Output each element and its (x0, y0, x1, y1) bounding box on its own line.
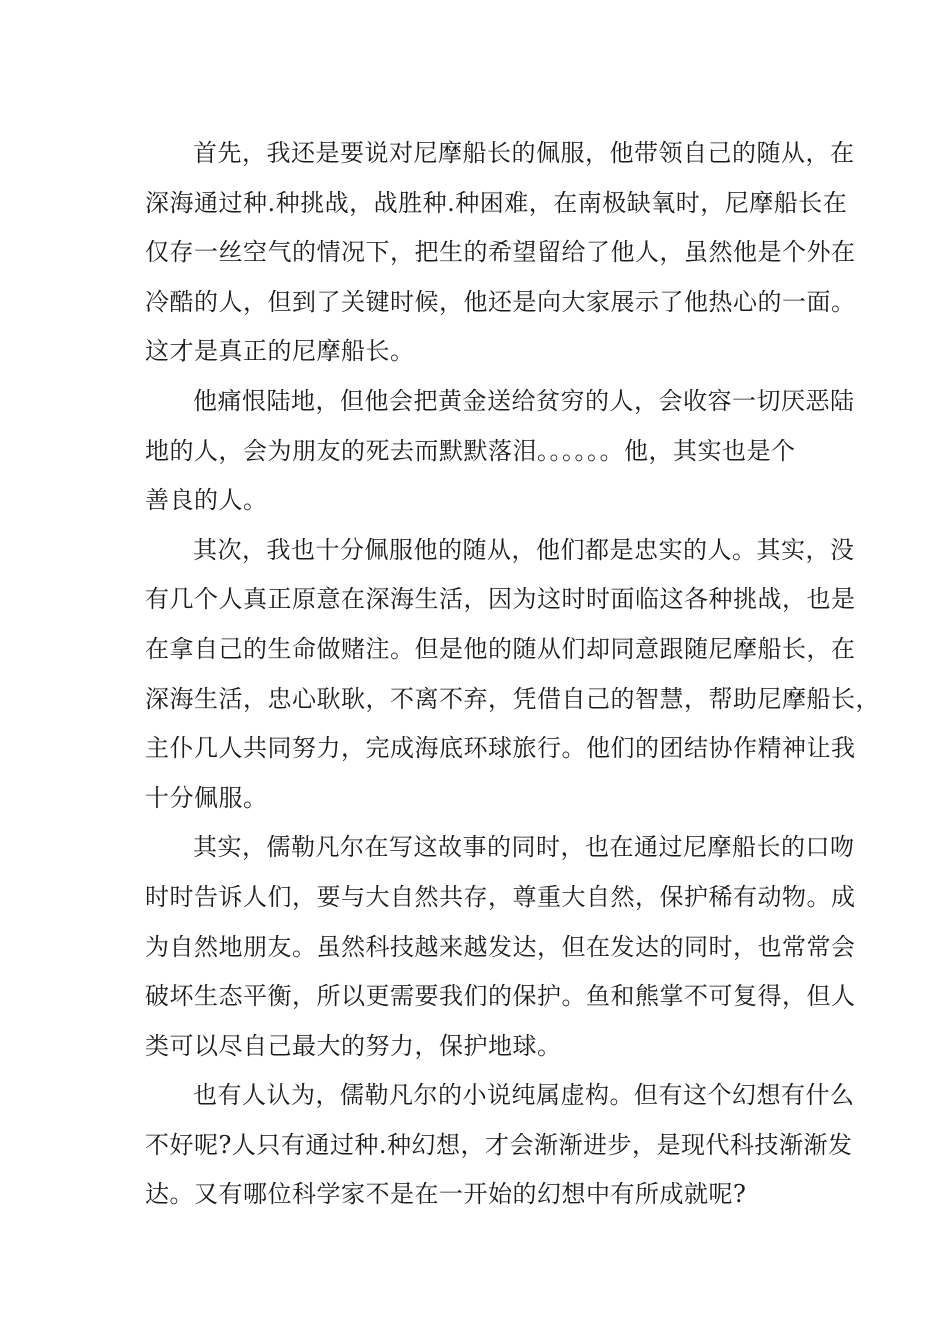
paragraph-line: 冷酷的人，但到了关键时候，他还是向大家展示了他热心的一面。 (145, 287, 856, 316)
document-body (145, 129, 880, 1220)
paragraph-line: 主仆几人共同努力，完成海底环球旅行。他们的团结协作精神让我 (145, 734, 856, 763)
paragraph-line: 善良的人。 (145, 486, 268, 515)
paragraph-line: 类可以尽自己最大的努力，保护地球。 (145, 1031, 562, 1060)
paragraph-line: 为自然地朋友。虽然科技越来越发达，但在发达的同时，也常常会 (145, 932, 856, 961)
paragraph-line: 达。又有哪位科学家不是在一开始的幻想中有所成就呢? (145, 1180, 747, 1209)
paragraph-line: 深海通过种.种挑战，战胜种.种困难，在南极缺氧时，尼摩船长在 (145, 188, 848, 217)
paragraph-line: 这才是真正的尼摩船长。 (145, 337, 415, 366)
paragraph-line: 深海生活，忠心耿耿，不离不弃，凭借自己的智慧，帮助尼摩船长， (145, 684, 880, 713)
paragraph-line: 其次，我也十分佩服他的随从，他们都是忠实的人。其实，没 (193, 535, 855, 564)
paragraph-2 (145, 377, 855, 526)
paragraph-line: 破坏生态平衡，所以更需要我们的保护。鱼和熊掌不可复得，但人 (145, 982, 856, 1011)
paragraph-line: 首先，我还是要说对尼摩船长的佩服，他带领自己的随从，在 (193, 139, 855, 167)
paragraph-line: 在拿自己的生命做赌注。但是他的随从们却同意跟随尼摩船长，在 (145, 634, 856, 663)
paragraph-line: 有几个人真正原意在深海生活，因为这时时面临这各种挑战，也是 (145, 585, 856, 614)
paragraph-line: 也有人认为，儒勒凡尔的小说纯属虚构。但有这个幻想有什么 (193, 1081, 855, 1110)
paragraph-line: 时时告诉人们，要与大自然共存，尊重大自然，保护稀有动物。成 (145, 882, 856, 911)
paragraph-1 (145, 129, 856, 377)
paragraph-5 (145, 1071, 855, 1220)
paragraph-line: 他痛恨陆地，但他会把黄金送给贫穷的人，会收容一切厌恶陆 (193, 386, 855, 415)
paragraph-3 (145, 526, 880, 824)
paragraph-line: 地的人，会为朋友的死去而默默落泪。。。。。。他，其实也是个 (145, 436, 796, 465)
paragraph-line: 其实，儒勒凡尔在写这故事的同时，也在通过尼摩船长的口吻 (193, 833, 855, 862)
paragraph-line: 不好呢?人只有通过种.种幻想，才会渐渐进步，是现代科技渐渐发 (145, 1130, 853, 1159)
paragraph-line: 仅存一丝空气的情况下，把生的希望留给了他人，虽然他是个外在 (145, 238, 856, 267)
paragraph-4 (145, 823, 856, 1071)
paragraph-line: 十分佩服。 (145, 783, 268, 812)
